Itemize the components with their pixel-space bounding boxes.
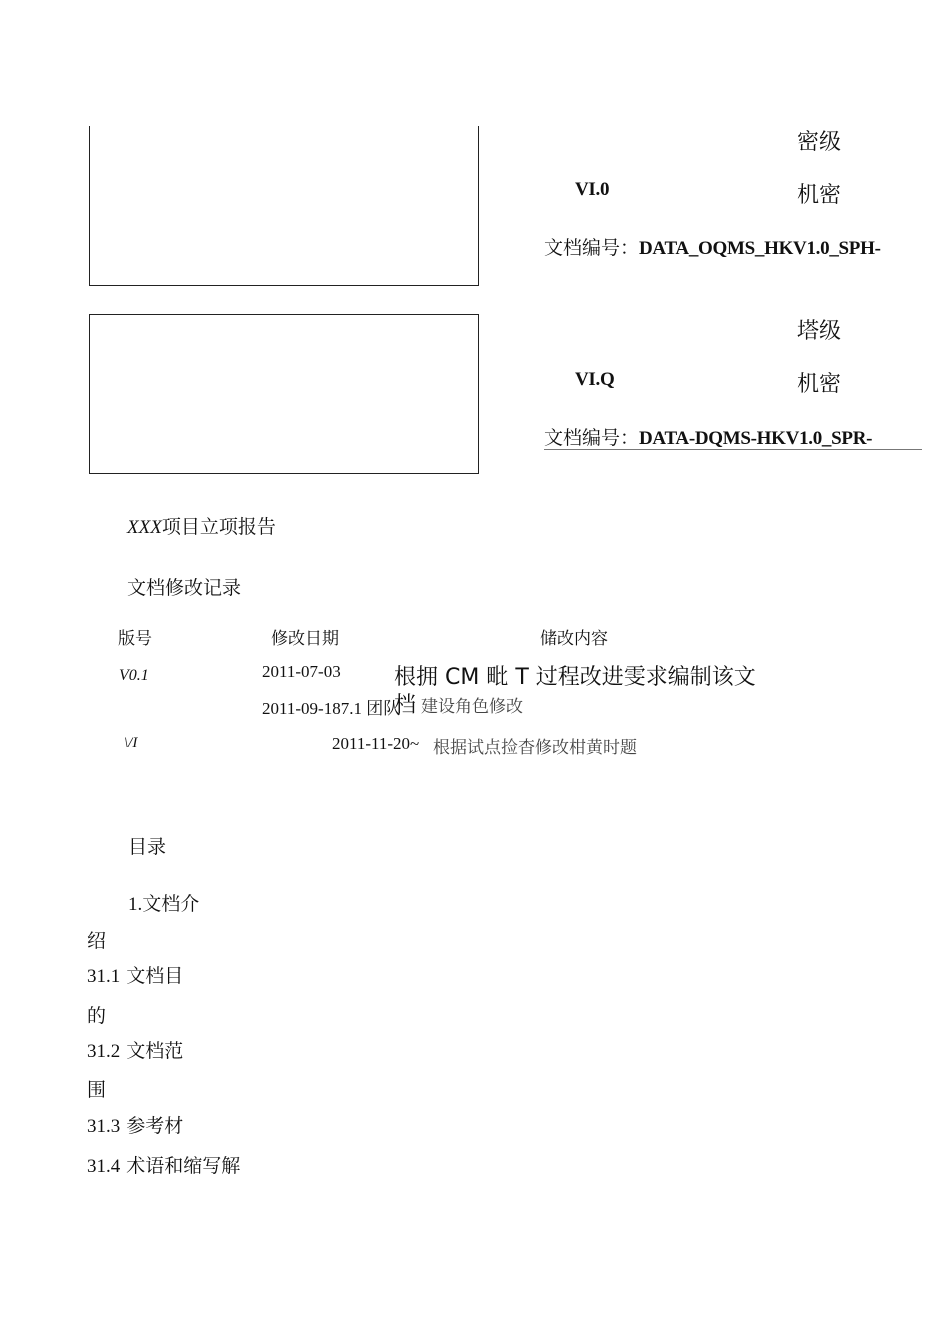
security-level-label-2: 塔级	[797, 319, 842, 344]
version-label-2: VI.Q	[575, 369, 615, 390]
report-title	[127, 512, 276, 539]
toc-item-3-num: 31.2	[87, 1041, 121, 1062]
revision-row-2-content: 建设角色修改	[421, 697, 523, 717]
toc-item-2-text: 文档目	[126, 965, 184, 987]
version-label-1: VI.0	[575, 179, 610, 200]
revision-row-2-date: 2011-09-187.1 团队	[262, 699, 401, 718]
revision-header-date: 修改日期	[271, 629, 339, 649]
security-level-value-2: 机密	[797, 372, 842, 397]
logo-box-1	[89, 126, 479, 286]
revision-section-title: 文档修改记录	[127, 577, 242, 599]
header-divider	[544, 449, 922, 450]
toc-item-5-text: 术语和缩写解	[126, 1155, 241, 1177]
doc-number-label-1: 文档编号：	[544, 237, 640, 259]
toc-item-2-wrap: 的	[87, 1005, 107, 1027]
revision-header-content: 储改内容	[540, 629, 608, 649]
doc-number-line-2	[544, 423, 872, 450]
security-level-value-1: 机密	[797, 183, 842, 208]
revision-row-1-content-cont: 档	[394, 693, 417, 718]
toc-item-1[interactable]	[128, 889, 199, 916]
toc-item-4[interactable]	[87, 1111, 183, 1138]
toc-item-4-num: 31.3	[87, 1116, 121, 1137]
toc-item-1-text: 1.文档介	[128, 894, 200, 915]
toc-item-2-num: 31.1	[87, 966, 121, 987]
revision-header-version: 版号	[118, 629, 152, 649]
toc-item-3[interactable]	[87, 1036, 183, 1063]
logo-box-2	[89, 314, 479, 474]
doc-number-value-2: DATA-DQMS-HKV1.0_SPR-	[639, 428, 873, 449]
toc-item-5-num: 31.4	[87, 1156, 121, 1177]
revision-row-1-date: 2011-07-03	[262, 662, 341, 681]
toc-item-3-wrap: 围	[87, 1079, 107, 1101]
revision-row-3-version: \/I	[124, 735, 138, 751]
report-title-text: 项目立项报告	[161, 516, 276, 538]
revision-row-3-date: 2011-11-20~	[332, 734, 420, 753]
toc-title: 目录	[128, 836, 167, 858]
toc-item-3-text: 文档范	[126, 1040, 184, 1062]
revision-row-1-version: V0.1	[119, 667, 149, 684]
report-title-prefix: XXX	[127, 517, 162, 538]
doc-number-value-1: DATA_OQMS_HKV1.0_SPH-	[639, 238, 881, 259]
revision-row-1-content: 根拥 CM 毗 T 过程改进雯求编制该文	[394, 665, 756, 690]
doc-number-label-2: 文档编号：	[544, 427, 640, 449]
security-level-label-1: 密级	[797, 130, 842, 155]
toc-item-5[interactable]	[87, 1151, 240, 1178]
toc-item-2[interactable]	[87, 961, 183, 988]
revision-row-3-content: 根据试点捡杳修改柑黄时题	[433, 738, 637, 758]
doc-number-line-1	[544, 233, 881, 260]
toc-item-4-text: 参考材	[126, 1115, 184, 1137]
toc-item-1-wrap: 绍	[87, 930, 107, 952]
